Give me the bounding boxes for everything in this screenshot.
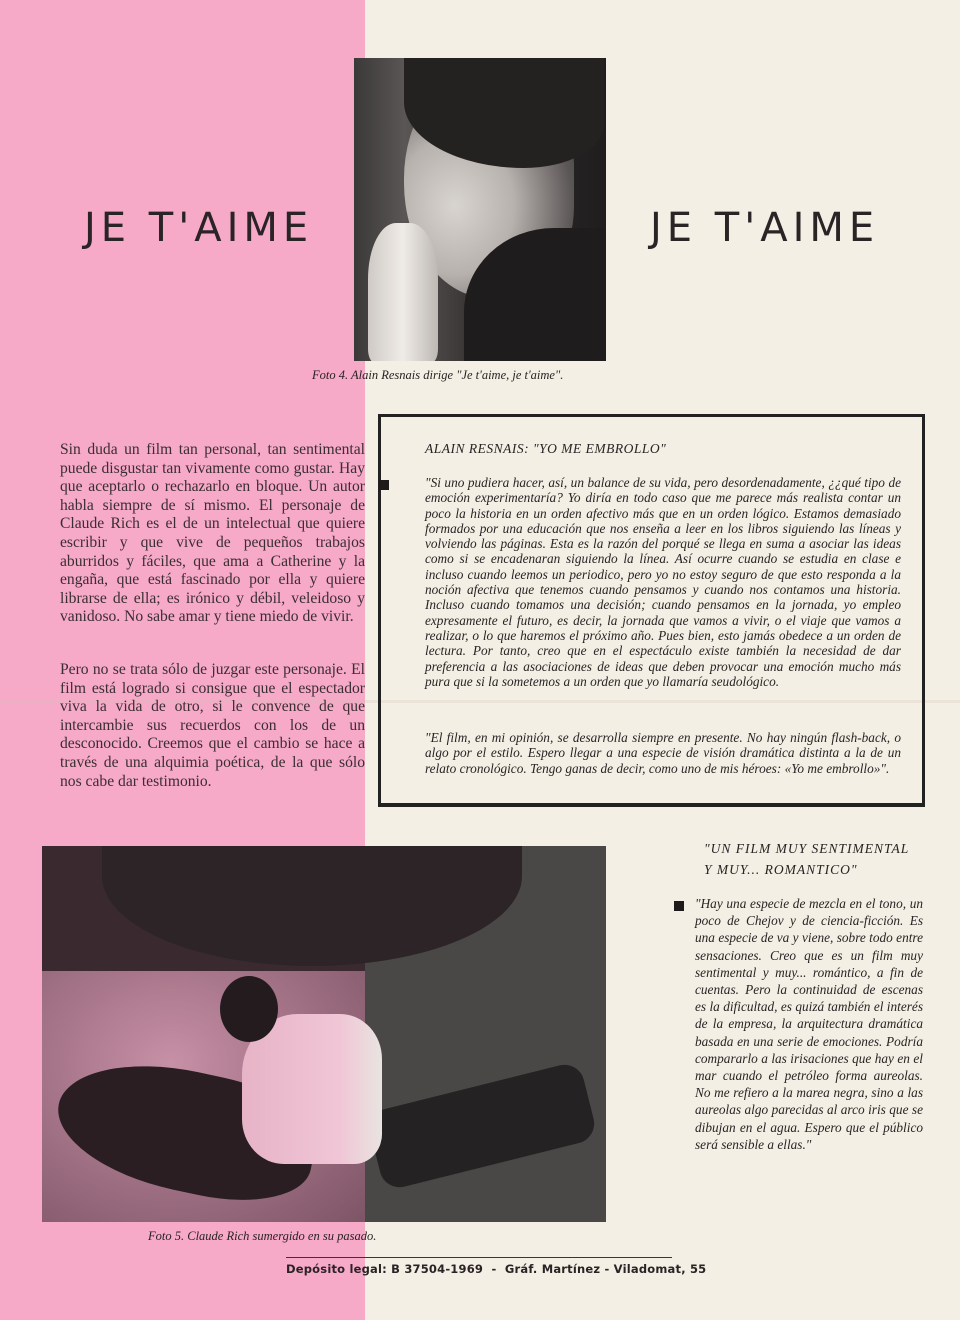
square-bullet-icon: [674, 901, 684, 911]
quote2-title: [704, 838, 909, 880]
photo4-caption: Foto 4. Alain Resnais dirige "Je t'aime, je t'aime".: [312, 368, 564, 382]
footer-rule: [286, 1257, 672, 1258]
photo-alain-resnais: [354, 58, 606, 361]
interview-box: [378, 414, 925, 807]
left-paragraph-2: Pero no se trata sólo de juzgar este personaje. El film está logrado si consigue que el espectador viva la vida de otro, si le convence de que intercambie sus recuerdos con los de un desconocido. Creemos que el cambio se hace a través de una alquimia poética, de la que sólo nos cabe dar testimonio.: [60, 661, 365, 790]
title-right: JE T'AIME: [650, 204, 880, 251]
left-paragraph-1: Sin duda un film tan personal, tan sentimental puede disgustar tan vivamente como gustar. Hay que aceptarlo o rechazarlo en bloque. Un autor habla siempre de sí mismo. El personaje de Claude Rich es el de un intelectual que quiere escribir y que vive de pequeños trabajos aburridos y fáciles, que ama a Catherine y la engaña, que está fascinado por ella y quiere librarse de ella; es irónico y débil, veleidoso y vanidoso. No sabe amar y tiene miedo de vivir.: [60, 441, 365, 626]
photo-head: [220, 976, 278, 1042]
square-bullet-icon: [379, 480, 389, 490]
interview-box-title: ALAIN RESNAIS: "YO ME EMBROLLO": [425, 441, 667, 456]
photo-hands: [368, 223, 438, 361]
photo-claude-rich: [42, 846, 606, 1222]
quote2-title-line-1: "UN FILM MUY SENTIMENTAL: [704, 841, 910, 856]
photo5-caption: Foto 5. Claude Rich sumergido en su pasado.: [148, 1229, 377, 1243]
quote2-title-line-2: Y MUY... ROMANTICO": [704, 862, 858, 877]
footer-legal: Depósito legal: B 37504-1969 - Gráf. Martínez - Viladomat, 55: [286, 1262, 707, 1276]
interview-paragraph-1: "Si uno pudiera hacer, así, un balance de su vida, pero desordenadamente, ¿¿qué tipo de emoción experimentaría? Yo diría en todo caso que me parece más realista contar un poco la historia en un orden afectivo más que en un orden lógico. Estamos demasiado formados por una educación que nos enseña a leer en los libros siguiendo las líneas y volviendo las páginas. Esta es la razón del porqué se llega en suma a asociar las ideas como si se encadenaran siguiendo la línea. Así ocurre cuando se estudia en clase e incluso cuando leemos un periodico, pero yo no estoy seguro de que esto responda a la noción afectiva que tenemos cuando pensamos y cuando nos contamos una historia. Incluso cuando tomamos una decisión; cuando pensamos en la jornada, yo empleo expresamente el futuro, es decir, la jornada que vamos a vivir, o el viaje que vamos a realizar, o lo que haremos el próximo año. Pues bien, esto jamás obedece a un orden de lectura. Por tanto, creo que en el espectáculo existe también la necesidad de dar preferencia a las asociaciones de ideas que deben provocar una emoción mucho más pura que si la sometemos a un orden que yo llamaría seudológico.: [425, 475, 901, 689]
quote2-text: "Hay una especie de mezcla en el tono, un poco de Chejov y de ciencia-ficción. Es una especie de va y viene, sobre todo entre sensaciones. Creo que es un film muy sentimental y muy... romántico, a fin de cuentas. Pero la continuidad de escenas es la dificultad, es quizá también el interés de la empresa, la arquitectura dramática basada en una serie de emociones. Podría compararlo a las irisaciones que hay en el mar cuando el petróleo forma aureolas. No me refiero a la marea negra, sino a las aureolas algo parecidas al arco iris que se dibujan en el agua. Espero que el público será sensible a ellas.": [695, 896, 923, 1152]
interview-paragraph-2: "El film, en mi opinión, se desarrolla siempre en presente. No hay ningún flash-back, o algo por el estilo. Espero llegar a una especie de visión dramática distinta a la de un relato cronológico. Tengo ganas de decir, como uno de mis héroes: «Yo me embrollo»".: [425, 730, 901, 776]
title-left: JE T'AIME: [84, 204, 314, 251]
